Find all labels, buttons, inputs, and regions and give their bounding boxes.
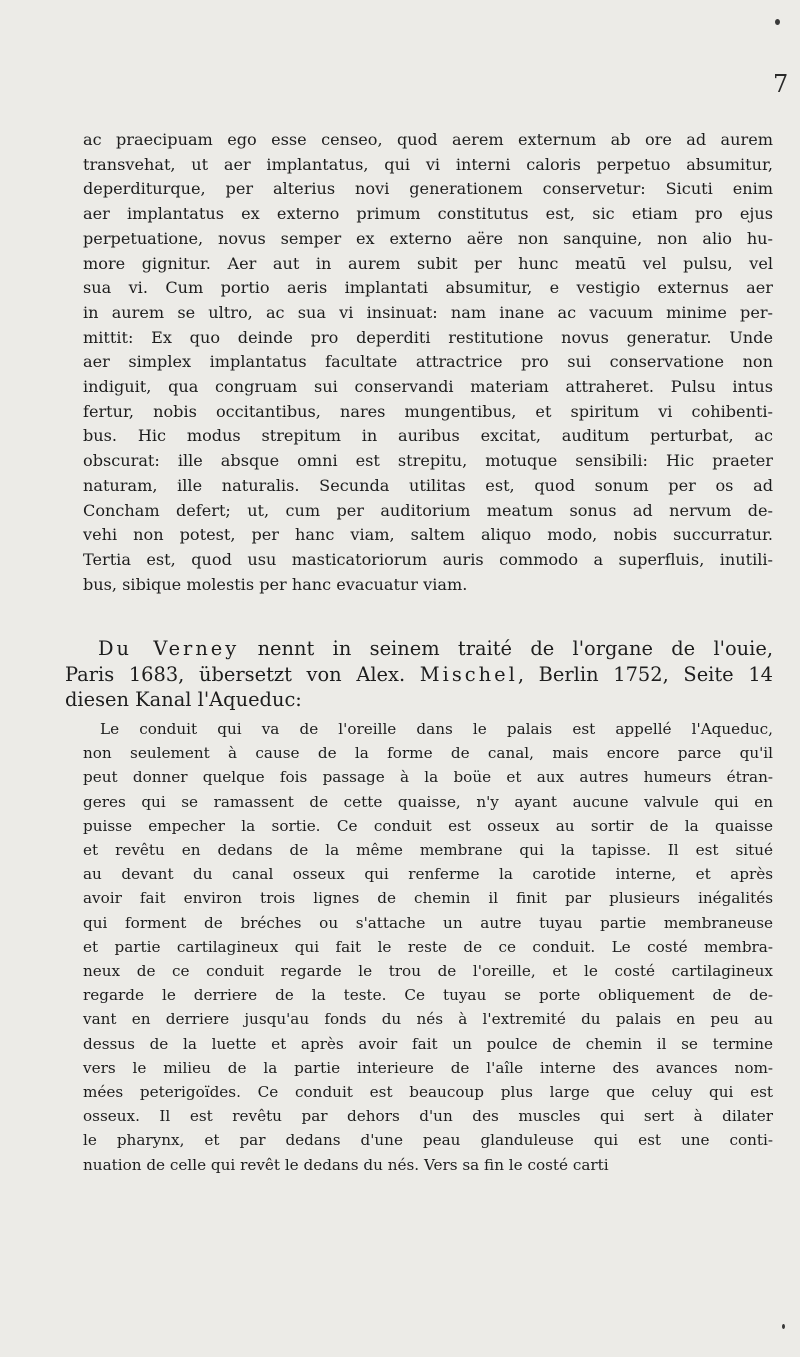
text-line: le pharynx, et par dedans d'une peau glanduleuse qui est une conti- [83, 1131, 773, 1150]
text-line: sua vi. Cum portio aeris implantati absumitur, e vestigio externus aer [83, 278, 773, 298]
text-line: et partie cartilagineux qui fait le reste de ce conduit. Le costé membra- [83, 937, 773, 956]
text-line: Concham defert; ut, cum per auditorium meatum sonus ad nervum de- [83, 500, 773, 520]
text-line: aer simplex implantatus facultate attractrice pro sui conservatione non [83, 352, 773, 372]
text-line: regarde le derriere de la teste. Ce tuyau se porte obliquement de de- [83, 986, 773, 1005]
text-line: mées peterigoïdes. Ce conduit est beaucoup plus large que celuy qui est [83, 1083, 773, 1102]
text-line: qui forment de bréches ou s'attache un autre tuyau partie membraneuse [83, 913, 773, 932]
text-line: Le conduit qui va de l'oreille dans le palais est appellé l'Aqueduc, [100, 720, 773, 738]
german-line: Paris 1683, übersetzt von Alex. Mischel, Berlin 1752, Seite 14 [65, 662, 773, 686]
text-line: geres qui se ramassent de cette quaisse, n'y ayant aucune valvule qui en [83, 792, 773, 811]
text-line: fertur, nobis occitantibus, nares mungentibus, et spiritum vi cohibenti- [83, 401, 773, 421]
text-line: vers le milieu de la partie interieure de l'aîle interne des avances nom- [83, 1058, 773, 1077]
text-line: non seulement à cause de la forme de canal, mais encore parce qu'il [83, 744, 773, 763]
german-line: diesen Kanal l'Aqueduc: [65, 688, 302, 712]
translator-name: Mischel [419, 662, 518, 686]
text-line: more gignitur. Aer aut in aurem subit per hunc meatū vel pulsu, vel [83, 253, 773, 273]
text-line: dessus de la luette et après avoir fait un poulce de chemin il se termine [83, 1034, 773, 1053]
text-line: puisse empecher la sortie. Ce conduit est osseux au sortir de la quaisse [83, 816, 773, 835]
text-line: bus, sibique molestis per hanc evacuatur viam. [83, 574, 468, 594]
french-quotation [83, 717, 773, 1177]
text-line: Tertia est, quod usu masticatoriorum auris commodo a superfluis, inutili- [83, 549, 773, 569]
text-line: naturam, ille naturalis. Secunda utilitas est, quod sonum per os ad [83, 475, 773, 495]
text-line: neux de ce conduit regarde le trou de l'oreille, et le costé cartilagineux [83, 962, 773, 981]
text-line: indiguit, qua congruam sui conservandi materiam attraheret. Pulsu intus [83, 377, 773, 397]
text-line: aer implantatus ex externo primum constitutus est, sic etiam pro ejus [83, 204, 773, 224]
author-name: Du Verney [98, 637, 240, 660]
text-line: nuation de celle qui revêt le dedans du nés. Vers sa fin le costé carti [83, 1155, 609, 1174]
text-line: ac praecipuam ego esse censeo, quod aerem externum ab ore ad aurem [83, 130, 773, 149]
text-line: mittit: Ex quo deinde pro deperditi restitutione novus generatur. Unde [83, 327, 773, 347]
german-paragraph [65, 636, 773, 713]
text-line: deperditurque, per alterius novi generationem conservetur: Sicuti enim [83, 179, 773, 199]
text-line: peut donner quelque fois passage à la boüe et aux autres humeurs étran- [83, 768, 773, 787]
text-line: osseux. Il est revêtu par dehors d'un des muscles qui sert à dilater [83, 1107, 773, 1126]
ink-speck [782, 1324, 785, 1329]
text-line: transvehat, ut aer implantatus, qui vi interni caloris perpetuo absumitur, [83, 154, 773, 174]
german-line: Du Verney nennt in seinem traité de l'organe de l'ouie, [98, 637, 773, 660]
text-line: avoir fait environ trois lignes de chemin il finit par plusieurs inégalités [83, 889, 773, 908]
text-line: perpetuatione, novus semper ex externo aëre non sanquine, non alio hu- [83, 228, 773, 248]
text-line: au devant du canal osseux qui renferme la carotide interne, et après [83, 865, 773, 884]
text-line: obscurat: ille absque omni est strepitu, motuque sensibili: Hic praeter [83, 451, 773, 471]
text-line: vehi non potest, per hanc viam, saltem aliquo modo, nobis succurratur. [83, 525, 773, 545]
text-line: in aurem se ultro, ac sua vi insinuat: nam inane ac vacuum minime per- [83, 302, 773, 322]
text-line: et revêtu en dedans de la même membrane qui la tapisse. Il est situé [83, 841, 773, 860]
text-line: bus. Hic modus strepitum in auribus excitat, auditum perturbat, ac [83, 426, 773, 446]
text-line: vant en derriere jusqu'au fonds du nés à l'extremité du palais en peu au [83, 1010, 773, 1029]
latin-paragraph [83, 128, 773, 597]
ink-speck [775, 19, 780, 25]
page-number: 7 [773, 70, 789, 98]
